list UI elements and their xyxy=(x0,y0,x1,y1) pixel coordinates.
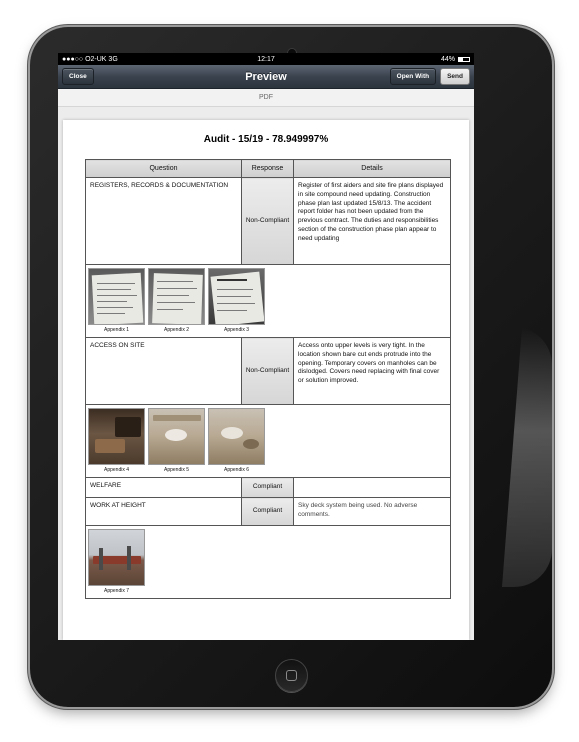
table-row xyxy=(86,498,451,526)
open-with-button[interactable]: Open With xyxy=(390,68,436,85)
question-cell: WELFARE xyxy=(86,478,242,498)
nav-right-buttons xyxy=(390,68,470,85)
appendix-row xyxy=(86,405,451,478)
column-header-question: Question xyxy=(86,160,242,178)
site-photo-thumbnail xyxy=(148,408,205,465)
site-photo-thumbnail xyxy=(208,408,265,465)
appendix-photo[interactable] xyxy=(148,268,205,333)
column-header-response: Response xyxy=(242,160,294,178)
appendix-photo[interactable] xyxy=(148,408,205,473)
appendix-photos xyxy=(88,529,450,594)
appendix-caption: Appendix 6 xyxy=(223,467,250,473)
nav-title: Preview xyxy=(245,70,287,83)
appendix-photo[interactable] xyxy=(88,268,145,333)
response-cell: Compliant xyxy=(242,498,294,526)
home-square-icon xyxy=(286,670,297,681)
navigation-bar xyxy=(58,65,474,89)
status-bar xyxy=(58,53,474,65)
appendix-photos xyxy=(88,268,450,333)
site-photo-thumbnail xyxy=(88,529,145,586)
table-row xyxy=(86,178,451,265)
column-header-details: Details xyxy=(294,160,451,178)
response-cell: Non-Compliant xyxy=(242,178,294,265)
home-button[interactable] xyxy=(275,659,308,692)
clock: 12:17 xyxy=(257,55,275,63)
appendix-caption: Appendix 3 xyxy=(223,327,250,333)
device-screen xyxy=(58,53,474,640)
response-cell: Compliant xyxy=(242,478,294,498)
appendix-photos xyxy=(88,408,450,473)
document-title: Audit - 15/19 - 78.949997% xyxy=(203,134,329,145)
appendix-photo[interactable] xyxy=(88,529,145,594)
details-cell: Sky deck system being used. No adverse comments. xyxy=(294,498,451,526)
pdf-label-bar xyxy=(58,89,474,107)
table-header-row xyxy=(86,160,451,178)
site-photo-thumbnail xyxy=(88,408,145,465)
appendix-photo[interactable] xyxy=(208,408,265,473)
appendix-photo[interactable] xyxy=(208,268,265,333)
carrier-label: ●●●○○ O2-UK 3G xyxy=(62,55,118,63)
close-button[interactable]: Close xyxy=(62,68,94,85)
question-cell: REGISTERS, RECORDS & DOCUMENTATION xyxy=(86,178,242,265)
appendix-caption: Appendix 4 xyxy=(103,467,130,473)
battery-fill xyxy=(459,58,463,61)
appendix-row xyxy=(86,526,451,599)
appendix-caption: Appendix 1 xyxy=(103,327,130,333)
pdf-label: PDF xyxy=(259,94,273,101)
audit-table xyxy=(85,159,451,599)
bezel-glare xyxy=(502,327,552,587)
table-row xyxy=(86,338,451,405)
appendix-caption: Appendix 7 xyxy=(103,588,130,594)
question-cell: WORK AT HEIGHT xyxy=(86,498,242,526)
appendix-caption: Appendix 5 xyxy=(163,467,190,473)
send-button[interactable]: Send xyxy=(440,68,470,85)
table-row xyxy=(86,478,451,498)
document-photo-thumbnail xyxy=(208,268,265,325)
appendix-row xyxy=(86,265,451,338)
response-cell: Non-Compliant xyxy=(242,338,294,405)
document-photo-thumbnail xyxy=(148,268,205,325)
details-cell: Register of first aiders and site fire plans displayed in site compound need updating. Construction phase plan last updated 15/8/13. The accident report folder has not been updated from the previous contract. The duties and responsibilities section of the construction phase plan appear to need updating xyxy=(294,178,451,265)
battery-percent: 44% xyxy=(440,55,455,63)
details-cell: Access onto upper levels is very tight. In the location shown bare cut ends protrude into the opening. Temporary covers on manholes can be dislodged. Covers need replacing with final cover or solution improved. xyxy=(294,338,451,405)
appendix-caption: Appendix 2 xyxy=(163,327,190,333)
question-cell: ACCESS ON SITE xyxy=(86,338,242,405)
appendix-photo[interactable] xyxy=(88,408,145,473)
details-cell xyxy=(294,478,451,498)
document-photo-thumbnail xyxy=(88,268,145,325)
battery-icon xyxy=(458,57,470,62)
pdf-page[interactable] xyxy=(63,120,469,640)
